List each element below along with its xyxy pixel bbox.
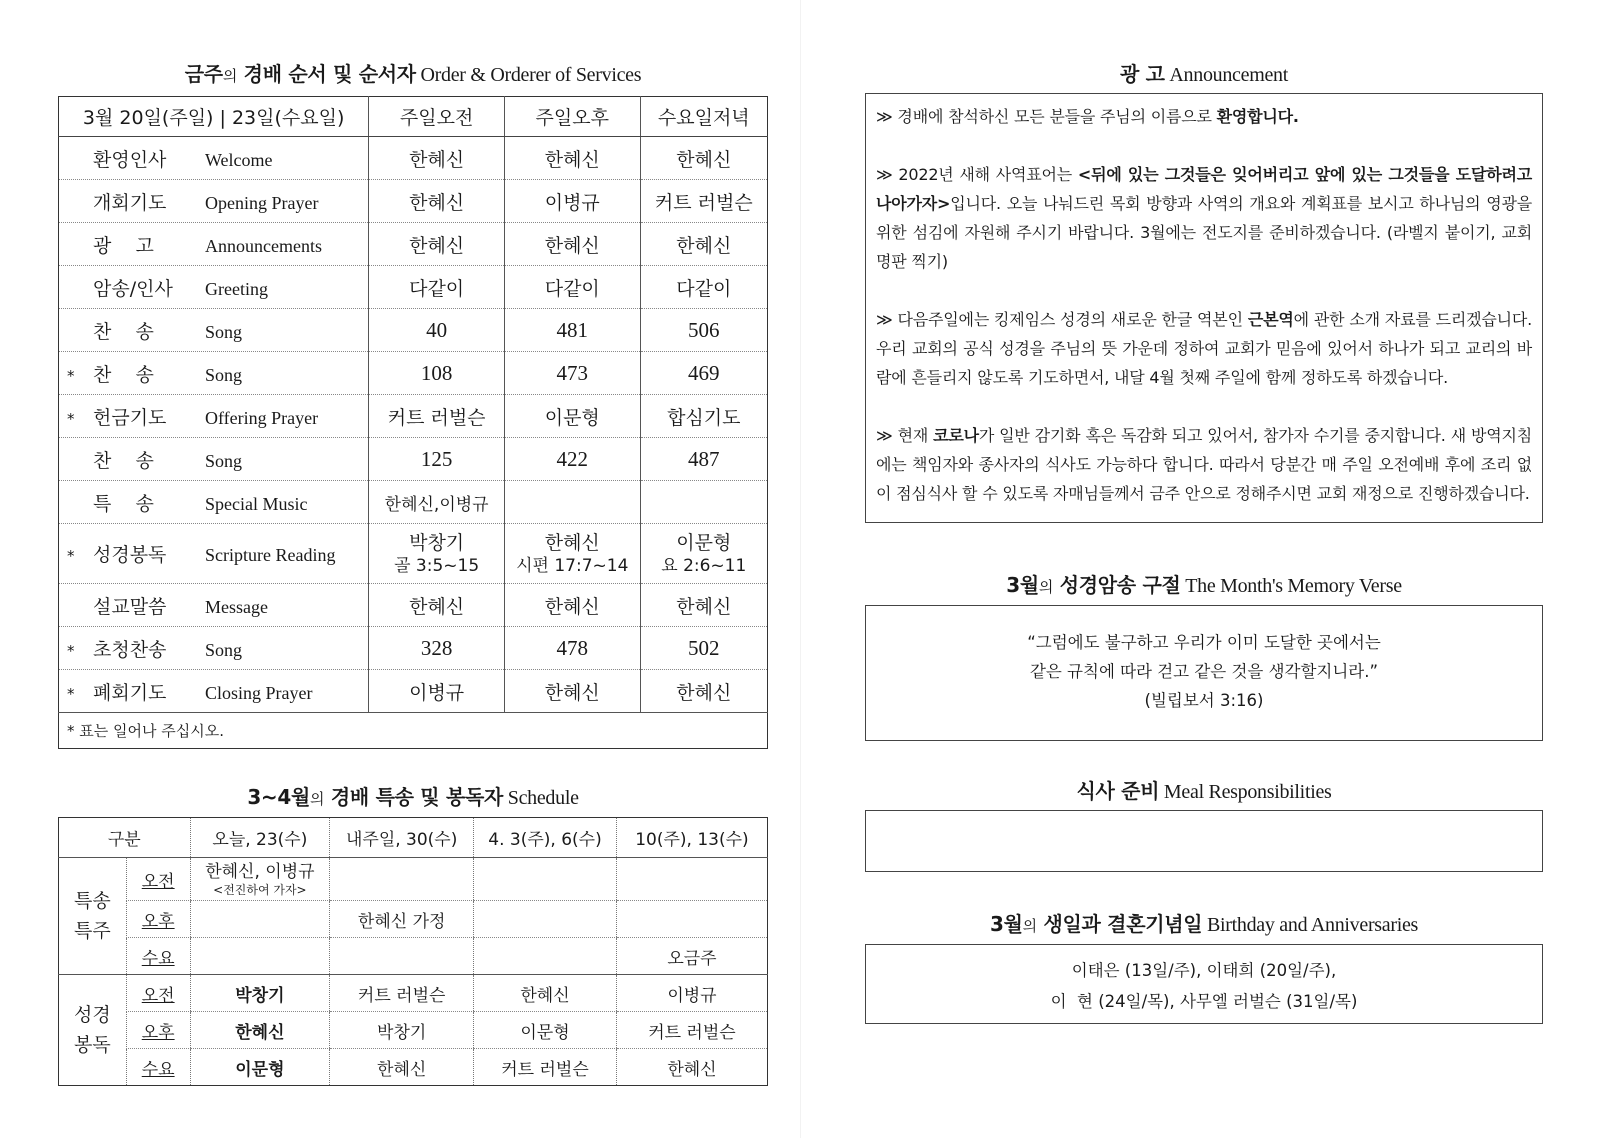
- order-title: 금주의 경배 순서 및 순서자 Order & Orderer of Services: [184, 62, 642, 86]
- order-header-row: [59, 97, 768, 137]
- date-header: 3월 20일(주일) | 23일(수요일): [59, 97, 369, 137]
- table-row: 성경 봉독 오전 박창기 커트 러벌슨 한혜신 이병규: [59, 975, 768, 1012]
- right-page: [865, 60, 1543, 1024]
- announcement-item: ≫ 현재 코로나가 일반 감기화 혹은 독감화 되고 있어서, 참가자 수기를 중지합니다. 새 방역지침에는 책임자와 종사자의 식사도 가능하다 합니다. 따라서 당분간 매 주일 오전예배 후에 조리 없이 점심식사 할 수 있도록 자매님들께서 금주 안으로 정해주시면 교회 재정으로 진행하겠습니다.: [876, 426, 1532, 503]
- memory-verse-title: 3월의 성경암송 구절 The Month's Memory Verse: [1006, 573, 1402, 597]
- memory-verse-box: [865, 605, 1543, 741]
- page-fold: [800, 0, 801, 1138]
- announcement-item: ≫ 2022년 새해 사역표어는 <뒤에 있는 그것들은 잊어버리고 앞에 있는 그것들을 도달하려고 나아가자>입니다. 오늘 나눠드린 목회 방향과 사역의 개요와 계획표를 보시고 하나님의 영광을 위한 섬김에 자원해 주시기 바랍니다. 3월에는 전도지를 준비하겠습니다. (라벨지 붙이기, 교회명판 찍기): [876, 165, 1532, 271]
- table-row: 수요 이문형 한혜신 커트 러벌슨 한혜신: [59, 1049, 768, 1086]
- announcement-box: [865, 93, 1543, 523]
- verse-line-2: 같은 규칙에 따라 걷고 같은 것을 생각할지니라.”: [1029, 662, 1379, 681]
- order-of-service-table: [58, 96, 768, 749]
- verse-reference: (빌립보서 3:16): [1144, 691, 1264, 710]
- wednesday-header: 수요일저녁: [640, 97, 767, 137]
- meal-title: 식사 준비 Meal Responsibilities: [1076, 779, 1332, 803]
- schedule-title: 3~4월의 경배 특송 및 봉독자 Schedule: [247, 785, 579, 809]
- table-row: 특 송 Special Music 한혜신,이병규: [59, 481, 768, 524]
- birthday-line-2: 이 현 (24일/목), 사무엘 러벌슨 (31일/목): [1050, 992, 1358, 1011]
- table-row: 환영인사 Welcome 한혜신 한혜신 한혜신: [59, 137, 768, 180]
- special-music-group: 특송 특주: [59, 858, 127, 975]
- standing-note: * 표는 일어나 주십시오.: [59, 713, 768, 749]
- category-header: 구분: [59, 818, 191, 858]
- table-row: 찬 송 Song 40 481 506: [59, 309, 768, 352]
- announcement-title: 광 고 Announcement: [1120, 62, 1288, 86]
- table-row: 설교말씀 Message 한혜신 한혜신 한혜신: [59, 584, 768, 627]
- scripture-reading-group: 성경 봉독: [74, 1004, 111, 1056]
- table-row: * 폐회기도 Closing Prayer 이병규 한혜신 한혜신: [59, 670, 768, 713]
- birthday-title: 3월의 생일과 결혼기념일 Birthday and Anniversaries: [989, 912, 1419, 936]
- left-page: [58, 60, 768, 1086]
- table-row: * 초청찬송 Song 328 478 502: [59, 627, 768, 670]
- table-row: * 헌금기도 Offering Prayer 커트 러벌슨 이문형 합심기도: [59, 395, 768, 438]
- table-row: 개회기도 Opening Prayer 한혜신 이병규 커트 러벌슨: [59, 180, 768, 223]
- table-row: 수요 오금주: [59, 938, 768, 975]
- birthday-box: [865, 944, 1543, 1024]
- standing-note-row: [59, 713, 768, 749]
- date-col-2: 내주일, 30(수): [330, 818, 474, 858]
- table-row: 특송 특주 오전 한혜신, 이병규 <전진하여 가자>: [59, 858, 768, 901]
- announcement-item: ≫ 다음주일에는 킹제임스 성경의 새로운 한글 역본인 근본역에 관한 소개 자료를 드리겠습니다. 우리 교회의 공식 성경을 주님의 뜻 가운데 정하여 교회가 믿음에 있어서 하나가 되고 교리의 바람에 흔들리지 않도록 기도하면서, 내달 4월 첫째 주일에 함께 정하도록 하겠습니다.: [876, 310, 1532, 387]
- table-row: 암송/인사 Greeting 다같이 다같이 다같이: [59, 266, 768, 309]
- birthday-line-1: 이태은 (13일/주), 이태희 (20일/주),: [1071, 961, 1337, 980]
- sunday-am-header: 주일오전: [369, 97, 505, 137]
- meal-box: [865, 810, 1543, 872]
- date-col-1: 오늘, 23(수): [190, 818, 330, 858]
- table-row: 찬 송 Song 125 422 487: [59, 438, 768, 481]
- verse-line-1: “그럼에도 불구하고 우리가 이미 도달한 곳에서는: [1027, 633, 1381, 652]
- sunday-pm-header: 주일오후: [504, 97, 640, 137]
- table-row: * 찬 송 Song 108 473 469: [59, 352, 768, 395]
- schedule-header-row: [59, 818, 768, 858]
- schedule-table: [58, 817, 768, 1086]
- table-row: 오후 한혜신 가정: [59, 901, 768, 938]
- table-row: * 성경봉독 Scripture Reading 박창기 골 3:5~15 한혜신 시편 17:7~14 이문형 요 2:6~11: [59, 524, 768, 584]
- date-col-4: 10(주), 13(수): [616, 818, 767, 858]
- announcement-item: ≫ 경배에 참석하신 모든 분들을 주님의 이름으로 환영합니다.: [876, 107, 1299, 126]
- table-row: 오후 한혜신 박창기 이문형 커트 러벌슨: [59, 1012, 768, 1049]
- table-row: 광 고 Announcements 한혜신 한혜신 한혜신: [59, 223, 768, 266]
- date-col-3: 4. 3(주), 6(수): [474, 818, 617, 858]
